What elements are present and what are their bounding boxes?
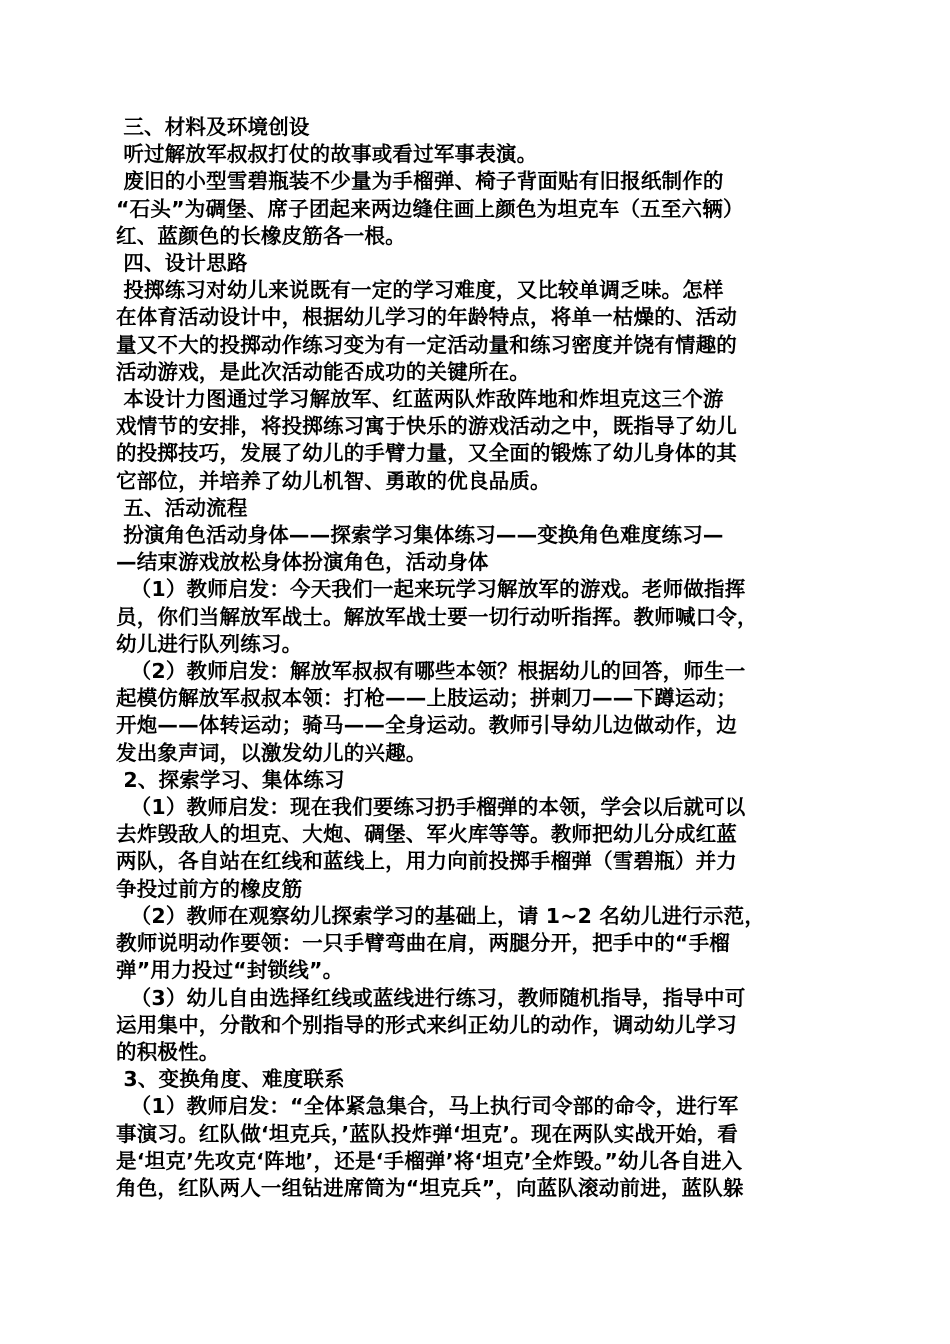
paragraph-line: 的投掷技巧，发展了幼儿的手臂力量，又全面的锻炼了幼儿身体的其 [116, 441, 737, 466]
paragraph-line: （3）幼儿自由选择红线或蓝线进行练习，教师随机指导，指导中可 [116, 985, 746, 1010]
paragraph-line: （1）教师启发：“全体紧急集合，马上执行司令部的命令，进行军 [116, 1094, 739, 1119]
paragraph-line: “石头”为碉堡、席子团起来两边缝住画上颜色为坦克车（五至六辆） [116, 196, 744, 221]
paragraph-line: （1）教师启发：现在我们要练习扔手榴弹的本领，学会以后就可以 [116, 795, 746, 820]
paragraph-line: 废旧的小型雪碧瓶装不少量为手榴弹、椅子背面贴有旧报纸制作的 [116, 169, 724, 194]
paragraph-line: 教师说明动作要领：一只手臂弯曲在肩，两腿分开，把手中的“手榴 [116, 931, 730, 956]
section-heading-flow: 五、活动流程 [116, 495, 248, 520]
paragraph-line: 在体育活动设计中，根据幼儿学习的年龄特点，将单一枯燥的、活动 [116, 305, 737, 330]
paragraph-line: 角色，红队两人一组钻进席筒为“坦克兵”，向蓝队滚动前进，蓝队躲 [116, 1175, 744, 1200]
paragraph-line: 运用集中，分散和个别指导的形式来纠正幼儿的动作，调动幼儿学习 [116, 1012, 737, 1037]
paragraph-line: 的积极性。 [116, 1039, 220, 1064]
paragraph-line: 开炮——体转运动；骑马——全身运动。教师引导幼儿边做动作，边 [116, 713, 737, 738]
paragraph-line: 幼儿进行队列练习。 [116, 631, 303, 656]
paragraph-line: 戏情节的安排，将投掷练习寓于快乐的游戏活动之中，既指导了幼儿 [116, 414, 737, 439]
section-heading-materials: 三、材料及环境创设 [116, 115, 310, 139]
paragraph-line: 是‘坦克’先攻克‘阵地’，还是‘手榴弹’将‘坦克’全炸毁。”幼儿各自进入 [116, 1148, 743, 1173]
paragraph-line: 投掷练习对幼儿来说既有一定的学习难度，又比较单调乏味。怎样 [116, 278, 724, 303]
paragraph-line: （2）教师启发：解放军叔叔有哪些本领？根据幼儿的回答，师生一 [116, 659, 746, 684]
paragraph-line: —结束游戏放松身体扮演角色，活动身体 [116, 550, 489, 575]
paragraph-line: 起模仿解放军叔叔本领：打枪——上肢运动；拼刺刀——下蹲运动； [116, 686, 737, 711]
section-heading-change: 3、变换角度、难度联系 [116, 1067, 345, 1092]
paragraph-line: 本设计力图通过学习解放军、红蓝两队炸敌阵地和炸坦克这三个游 [116, 387, 724, 412]
paragraph-line: 事演习。红队做‘坦克兵，’蓝队投炸弹‘坦克’。现在两队实战开始，看 [116, 1121, 738, 1146]
paragraph-line: 两队，各自站在红线和蓝线上，用力向前投掷手榴弹（雪碧瓶）并力 [116, 849, 737, 874]
document-page [116, 114, 840, 1202]
paragraph-line: 员，你们当解放军战士。解放军战士要一切行动听指挥。教师喊口令， [116, 604, 758, 629]
paragraph-line: 活动游戏，是此次活动能否成功的关键所在。 [116, 359, 530, 384]
paragraph-line: 去炸毁敌人的坦克、大炮、碉堡、军火库等等。教师把幼儿分成红蓝 [116, 822, 737, 847]
paragraph-line: 发出象声词，以激发幼儿的兴趣。 [116, 740, 427, 765]
paragraph-line: （1）教师启发：今天我们一起来玩学习解放军的游戏。老师做指挥 [116, 577, 746, 602]
paragraph-line: 听过解放军叔叔打仗的故事或看过军事表演。 [116, 142, 538, 167]
paragraph-line: 弹”用力投过“封锁线”。 [116, 958, 344, 983]
paragraph-line: （2）教师在观察幼儿探索学习的基础上，请 1~2 名幼儿进行示范， [116, 903, 766, 928]
section-heading-explore: 2、探索学习、集体练习 [116, 767, 345, 792]
section-heading-design: 四、设计思路 [116, 251, 248, 276]
paragraph-line: 争投过前方的橡皮筋 [116, 876, 303, 901]
paragraph-line: 它部位，并培养了幼儿机智、勇敢的优良品质。 [116, 468, 551, 493]
paragraph-line: 量又不大的投掷动作练习变为有一定活动量和练习密度并饶有情趣的 [116, 332, 737, 357]
paragraph-line: 扮演角色活动身体——探索学习集体练习——变换角色难度练习— [116, 523, 724, 548]
paragraph-line: 红、蓝颜色的长橡皮筋各一根。 [116, 223, 406, 248]
